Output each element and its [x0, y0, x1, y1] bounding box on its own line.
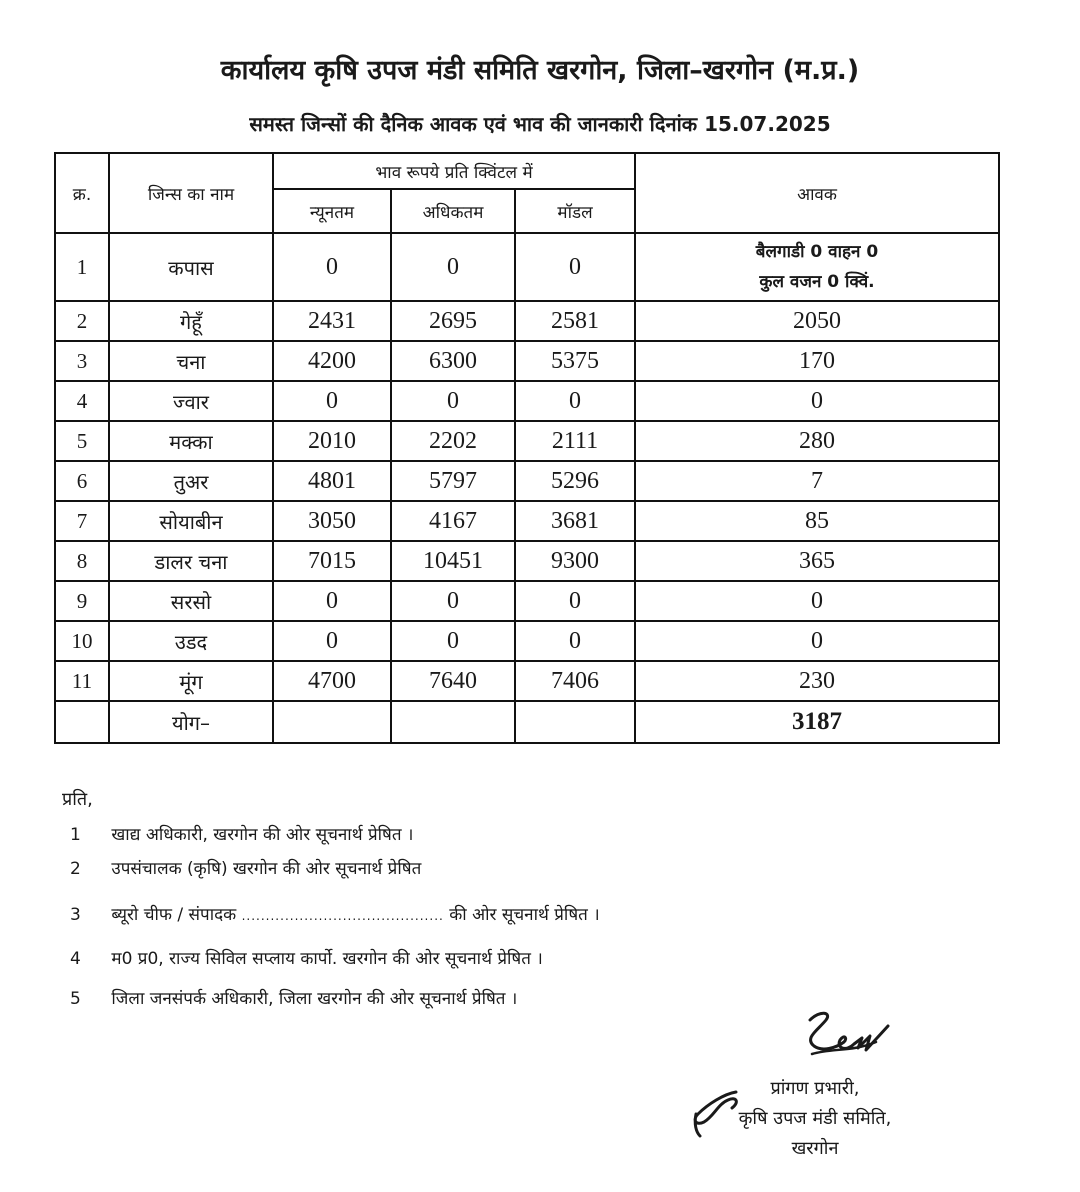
- header-arrival: आवक: [635, 153, 999, 233]
- rates-table: [54, 152, 1000, 744]
- row-min: 0: [273, 233, 391, 301]
- header-price-group: भाव रूपये प्रति क्विंटल में: [273, 153, 635, 189]
- total-serial-empty: [55, 701, 109, 743]
- table-row: [55, 381, 999, 421]
- row-modal: 3681: [515, 501, 635, 541]
- row-max: 0: [391, 621, 515, 661]
- row-min: 4200: [273, 341, 391, 381]
- row-modal: 0: [515, 233, 635, 301]
- row-max: 4167: [391, 501, 515, 541]
- row-max: 2695: [391, 301, 515, 341]
- header-commodity: जिन्स का नाम: [109, 153, 273, 233]
- table-row: [55, 581, 999, 621]
- row-modal: 7406: [515, 661, 635, 701]
- blank-dotted-line: ..........................................: [241, 909, 444, 923]
- table-row: [55, 621, 999, 661]
- row-arrival: 0: [635, 381, 999, 421]
- row-min: 3050: [273, 501, 391, 541]
- handwritten-signature: [792, 1008, 902, 1068]
- row-serial: 9: [55, 581, 109, 621]
- row-serial: 5: [55, 421, 109, 461]
- row-serial: 11: [55, 661, 109, 701]
- distribution-number: 5: [70, 989, 81, 1009]
- row-commodity: डालर चना: [109, 541, 273, 581]
- distribution-text: म0 प्र0, राज्य सिविल सप्लाय कार्पो. खरगोन की ओर सूचनार्थ प्रेषित ।: [111, 949, 543, 969]
- table-row: [55, 461, 999, 501]
- row-commodity: चना: [109, 341, 273, 381]
- row-commodity: सरसो: [109, 581, 273, 621]
- row-commodity: उडद: [109, 621, 273, 661]
- arrival-weight: कुल वजन 0 क्विं.: [759, 272, 875, 292]
- row-commodity: सोयाबीन: [109, 501, 273, 541]
- row-max: 2202: [391, 421, 515, 461]
- table-row: [55, 421, 999, 461]
- office-title: कार्यालय कृषि उपज मंडी समिति खरगोन, जिला–खरगोन (म.प्र.): [220, 55, 860, 86]
- row-modal: 2581: [515, 301, 635, 341]
- row-arrival: 7: [635, 461, 999, 501]
- row-arrival: 0: [635, 621, 999, 661]
- distribution-item: [70, 946, 770, 976]
- distribution-item: [70, 902, 770, 932]
- distribution-number: 4: [70, 949, 81, 969]
- table-row: [55, 661, 999, 701]
- signatory-location: खरगोन: [791, 1138, 839, 1159]
- row-max: 0: [391, 581, 515, 621]
- row-arrival: 0: [635, 581, 999, 621]
- header-modal: मॉडल: [515, 189, 635, 233]
- row-modal: 5296: [515, 461, 635, 501]
- row-max: 10451: [391, 541, 515, 581]
- row-min: 4700: [273, 661, 391, 701]
- total-modal-empty: [515, 701, 635, 743]
- row-commodity: मूंग: [109, 661, 273, 701]
- distribution-text: उपसंचालक (कृषि) खरगोन की ओर सूचनार्थ प्रेषित: [111, 859, 422, 879]
- distribution-heading: प्रति,: [62, 789, 93, 810]
- report-title: समस्त जिन्सों की दैनिक आवक एवं भाव की जानकारी दिनांक 15.07.2025: [249, 112, 831, 136]
- distribution-item: [70, 986, 770, 1016]
- row-serial: 2: [55, 301, 109, 341]
- distribution-text: खाद्य अधिकारी, खरगोन की ओर सूचनार्थ प्रेषित ।: [111, 825, 414, 845]
- table-row: [55, 541, 999, 581]
- row-serial: 8: [55, 541, 109, 581]
- arrival-vehicles: बैलगाडी 0 वाहन 0: [755, 242, 879, 262]
- row-arrival: [635, 233, 999, 301]
- signatory-designation: प्रांगण प्रभारी,: [770, 1078, 860, 1099]
- header-serial: क्र.: [55, 153, 109, 233]
- row-max: 7640: [391, 661, 515, 701]
- distribution-item: [70, 822, 770, 852]
- row-min: 2010: [273, 421, 391, 461]
- table-row: [55, 301, 999, 341]
- distribution-text-before: ब्यूरो चीफ / संपादक: [111, 905, 237, 925]
- total-min-empty: [273, 701, 391, 743]
- row-serial: 4: [55, 381, 109, 421]
- row-modal: 2111: [515, 421, 635, 461]
- row-arrival: 365: [635, 541, 999, 581]
- row-max: 5797: [391, 461, 515, 501]
- row-serial: 10: [55, 621, 109, 661]
- header-max: अधिकतम: [391, 189, 515, 233]
- row-commodity: मक्का: [109, 421, 273, 461]
- row-min: 0: [273, 581, 391, 621]
- distribution-item: [70, 856, 770, 886]
- row-min: 7015: [273, 541, 391, 581]
- row-serial: 1: [55, 233, 109, 301]
- distribution-number: 1: [70, 825, 81, 845]
- row-arrival: 280: [635, 421, 999, 461]
- total-row: [55, 701, 999, 743]
- row-arrival: 85: [635, 501, 999, 541]
- row-min: 0: [273, 621, 391, 661]
- row-modal: 9300: [515, 541, 635, 581]
- row-min: 2431: [273, 301, 391, 341]
- row-modal: 5375: [515, 341, 635, 381]
- row-modal: 0: [515, 621, 635, 661]
- row-serial: 7: [55, 501, 109, 541]
- row-max: 0: [391, 381, 515, 421]
- row-min: 0: [273, 381, 391, 421]
- distribution-number: 3: [70, 905, 81, 925]
- row-commodity: कपास: [109, 233, 273, 301]
- row-serial: 3: [55, 341, 109, 381]
- row-max: 6300: [391, 341, 515, 381]
- row-arrival: 230: [635, 661, 999, 701]
- total-max-empty: [391, 701, 515, 743]
- table-row: [55, 341, 999, 381]
- row-arrival: 170: [635, 341, 999, 381]
- row-modal: 0: [515, 381, 635, 421]
- row-arrival: 2050: [635, 301, 999, 341]
- distribution-number: 2: [70, 859, 81, 879]
- row-commodity: ज्वार: [109, 381, 273, 421]
- row-min: 4801: [273, 461, 391, 501]
- table-row: [55, 501, 999, 541]
- row-commodity: तुअर: [109, 461, 273, 501]
- total-label: योग–: [109, 701, 273, 743]
- row-serial: 6: [55, 461, 109, 501]
- total-arrival: 3187: [635, 701, 999, 743]
- row-modal: 0: [515, 581, 635, 621]
- header-min: न्यूनतम: [273, 189, 391, 233]
- row-max: 0: [391, 233, 515, 301]
- table-row: [55, 233, 999, 301]
- distribution-text: जिला जनसंपर्क अधिकारी, जिला खरगोन की ओर सूचनार्थ प्रेषित ।: [111, 989, 518, 1009]
- signatory-block: [700, 1074, 930, 1164]
- distribution-text-after: की ओर सूचनार्थ प्रेषित ।: [449, 905, 600, 925]
- signatory-organization: कृषि उपज मंडी समिति,: [738, 1108, 892, 1129]
- row-commodity: गेहूँ: [109, 301, 273, 341]
